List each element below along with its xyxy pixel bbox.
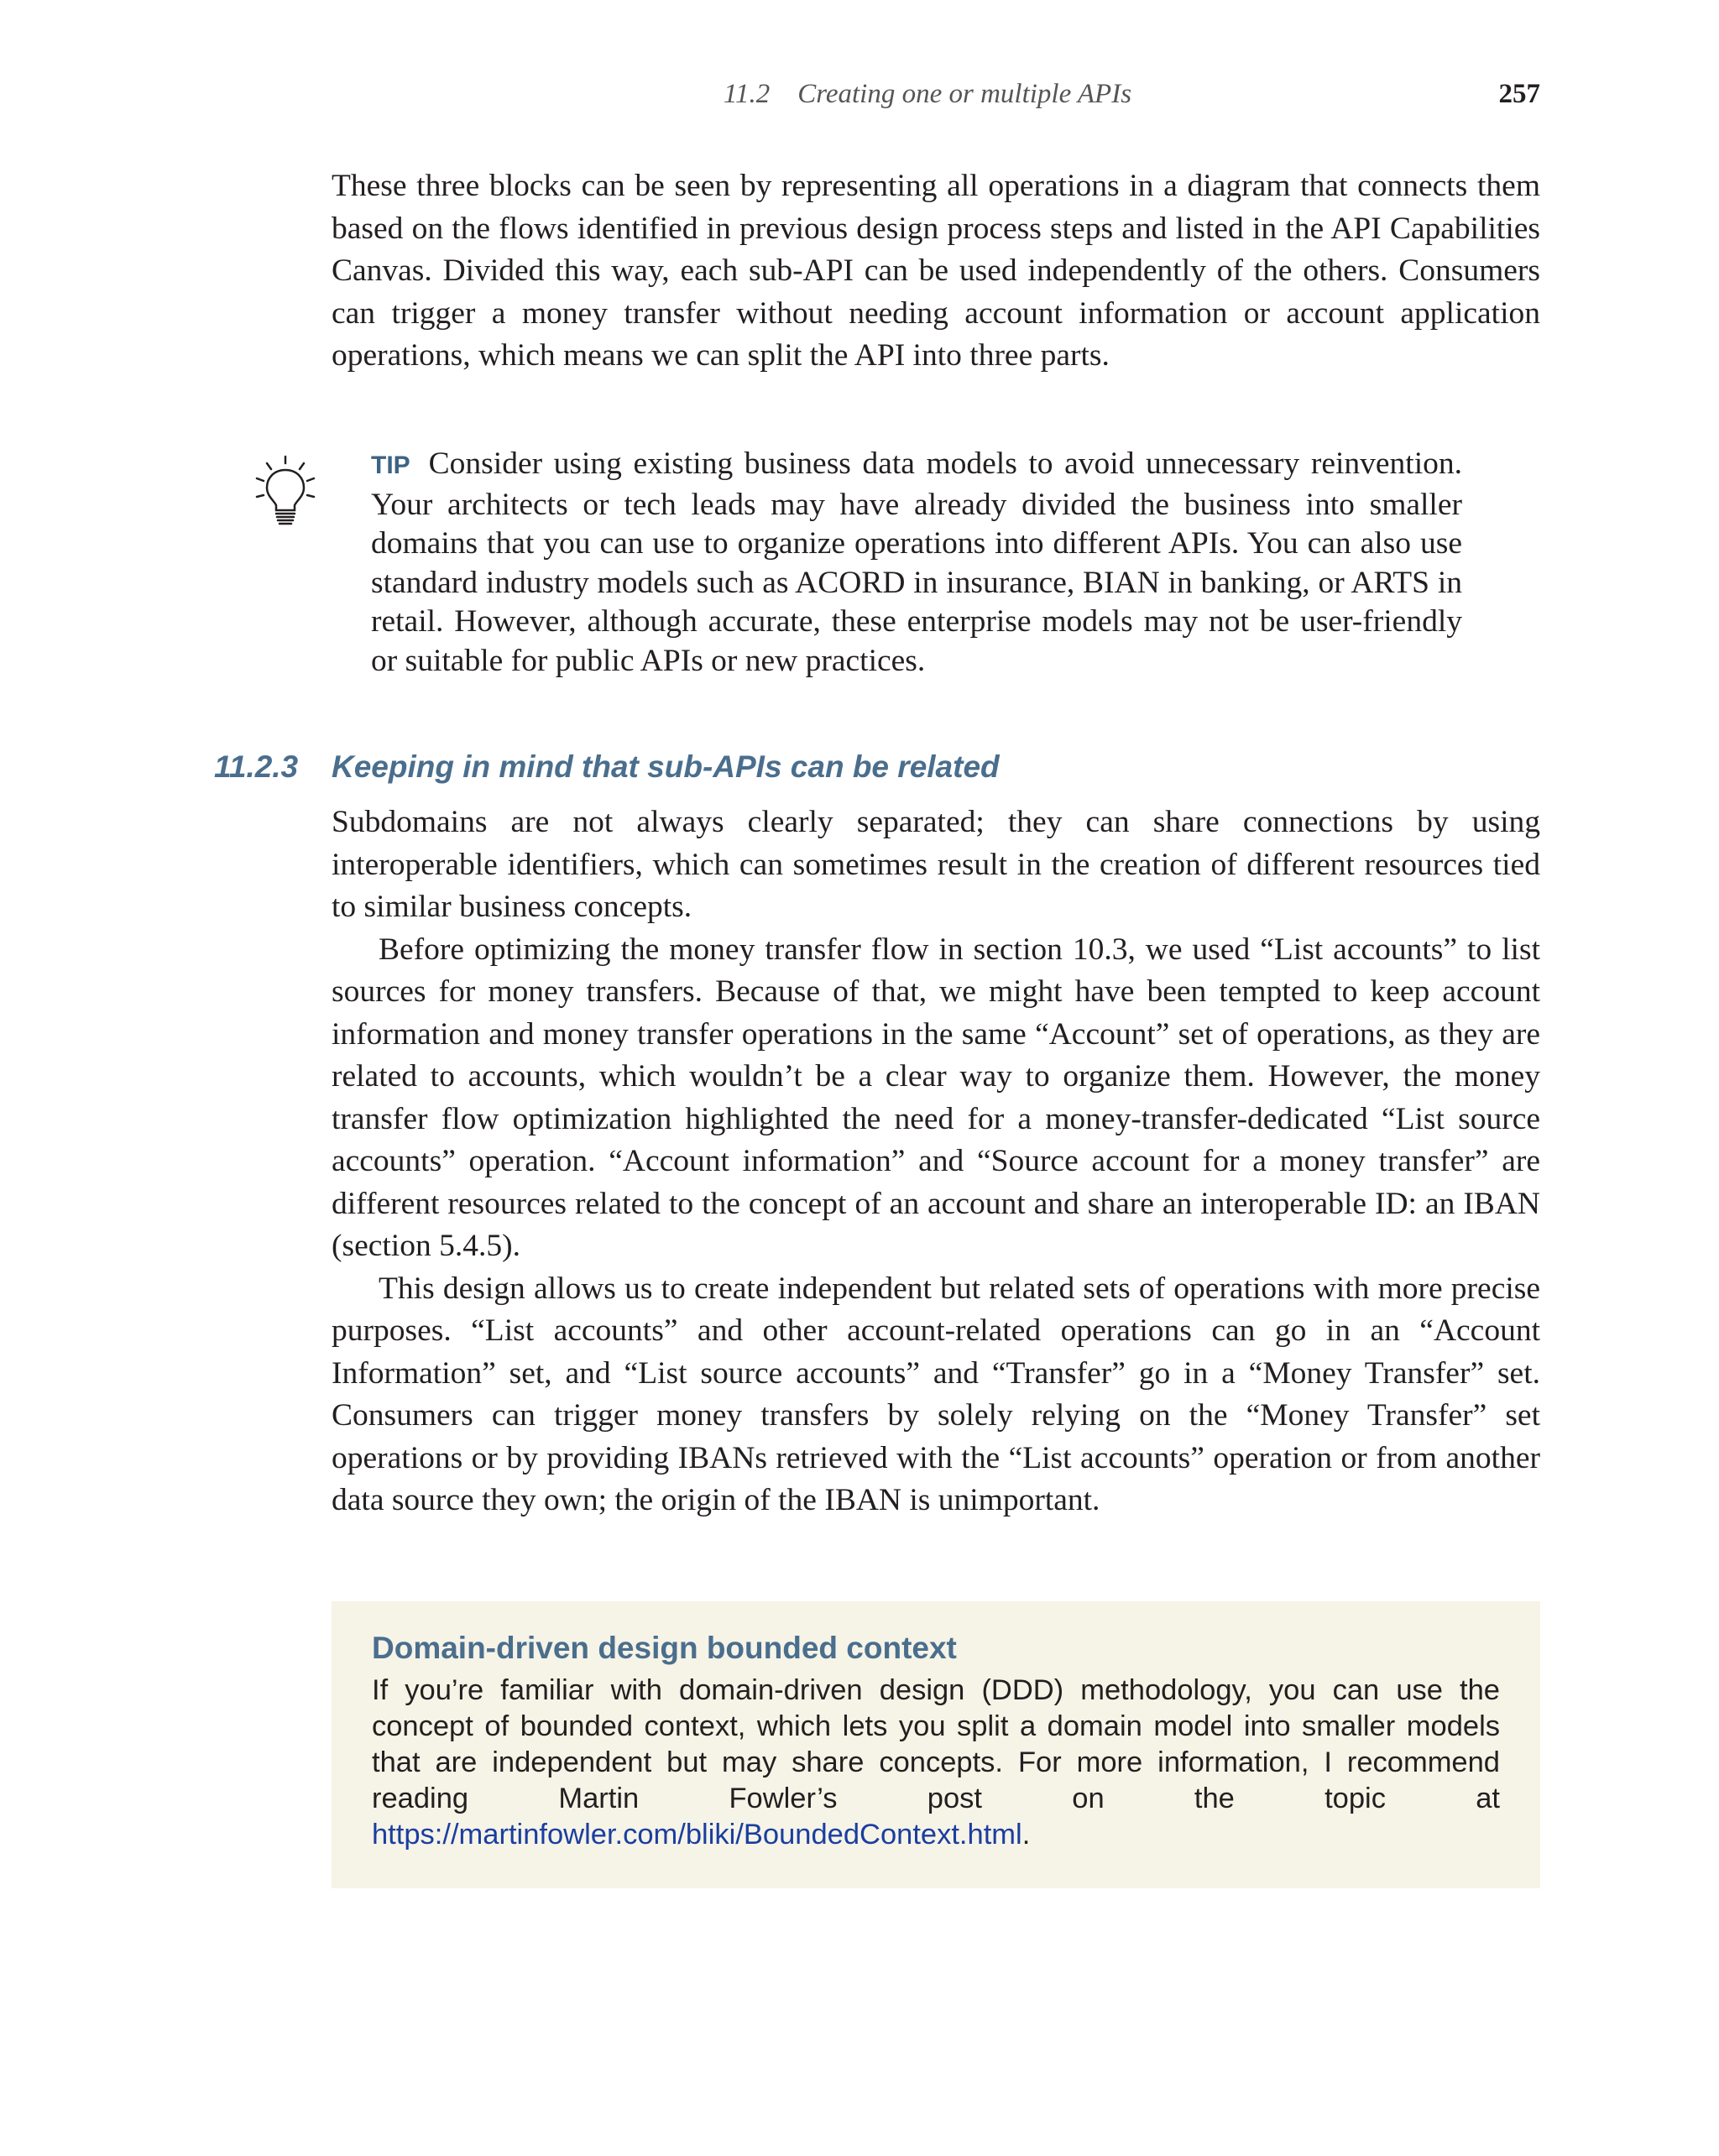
sidebar-end-punct: . bbox=[1021, 1819, 1031, 1851]
tip-note bbox=[371, 445, 1462, 681]
sidebar-box bbox=[332, 1601, 1540, 1888]
running-head bbox=[332, 79, 1540, 121]
section-paragraph: Subdomains are not always clearly separated; they can share connections by using interoperable identifiers, which can sometimes result in the creation of different resources tied to similar business concepts. bbox=[332, 805, 1540, 924]
tip-text: Consider using existing business data models to avoid unnecessary reinvention. Your architects or tech leads may have already divided the business into smaller domains that you can use to organize operations into different APIs. You can also use standard industry models such as ACORD in insurance, BIAN in banking, or ARTS in retail. However, although accurate, these enterprise models may not be user-friendly or suitable for public APIs or new practices. bbox=[371, 446, 1462, 678]
page-number: 257 bbox=[1498, 79, 1540, 109]
section-number: 11.2.3 bbox=[214, 749, 299, 784]
intro-paragraph: These three blocks can be seen by representing all operations in a diagram that connects them based on the flows identified in previous design process steps and listed in the API Capabilities Canvas. Divided this way, each sub-API can be used independently of the others. Consumers can trigger a money transfer without needing account information or account application operations, which means we can split the API into three parts. bbox=[332, 169, 1540, 373]
section-paragraph: This design allows us to create independent but related sets of operations with more precise purposes. “List accounts” and other account-related operations can go in an “Account Information” set, and “List source accounts” and “Transfer” go in a “Money Transfer” set. Consumers can trigger money transfers by solely relying on the “Money Transfer” set operations or by providing IBANs retrieved with the “List accounts” operation or from another data source they own; the origin of the IBAN is unimportant. bbox=[332, 1271, 1540, 1517]
tip-label: TIP bbox=[371, 452, 410, 479]
running-title: 11.2 Creating one or multiple APIs bbox=[723, 79, 1132, 109]
sidebar-text: If you’re familiar with domain-driven design (DDD) methodology, you can use the concept of bounded context, which lets you split a domain model into smaller models that are independent but may share concepts. For more information, I recommend reading Martin Fowler’s post on the topic at bbox=[372, 1674, 1500, 1814]
section-paragraph: Before optimizing the money transfer flow in section 10.3, we used “List accounts” to list sources for money transfers. Because of that, we might have been tempted to keep account information and money transfer operations in the same “Account” set of operations, as they are related to accounts, which wouldn’t be a clear way to organize them. However, the money transfer flow optimization highlighted the need for a money-transfer-dedicated “List source accounts” operation. “Account information” and “Source account for a money transfer” are different resources related to the concept of an account and share an interoperable ID: an IBAN (section 5.4.5). bbox=[332, 932, 1540, 1263]
sidebar-title: Domain-driven design bounded context bbox=[372, 1631, 957, 1665]
section-heading bbox=[214, 749, 1557, 785]
section-body bbox=[332, 801, 1540, 1522]
section-title: Keeping in mind that sub-APIs can be related bbox=[332, 749, 1000, 784]
sidebar-body bbox=[372, 1673, 1500, 1853]
lightbulb-icon bbox=[252, 453, 319, 529]
bounded-context-link[interactable]: https://martinfowler.com/bliki/BoundedContext.html bbox=[372, 1819, 1022, 1851]
